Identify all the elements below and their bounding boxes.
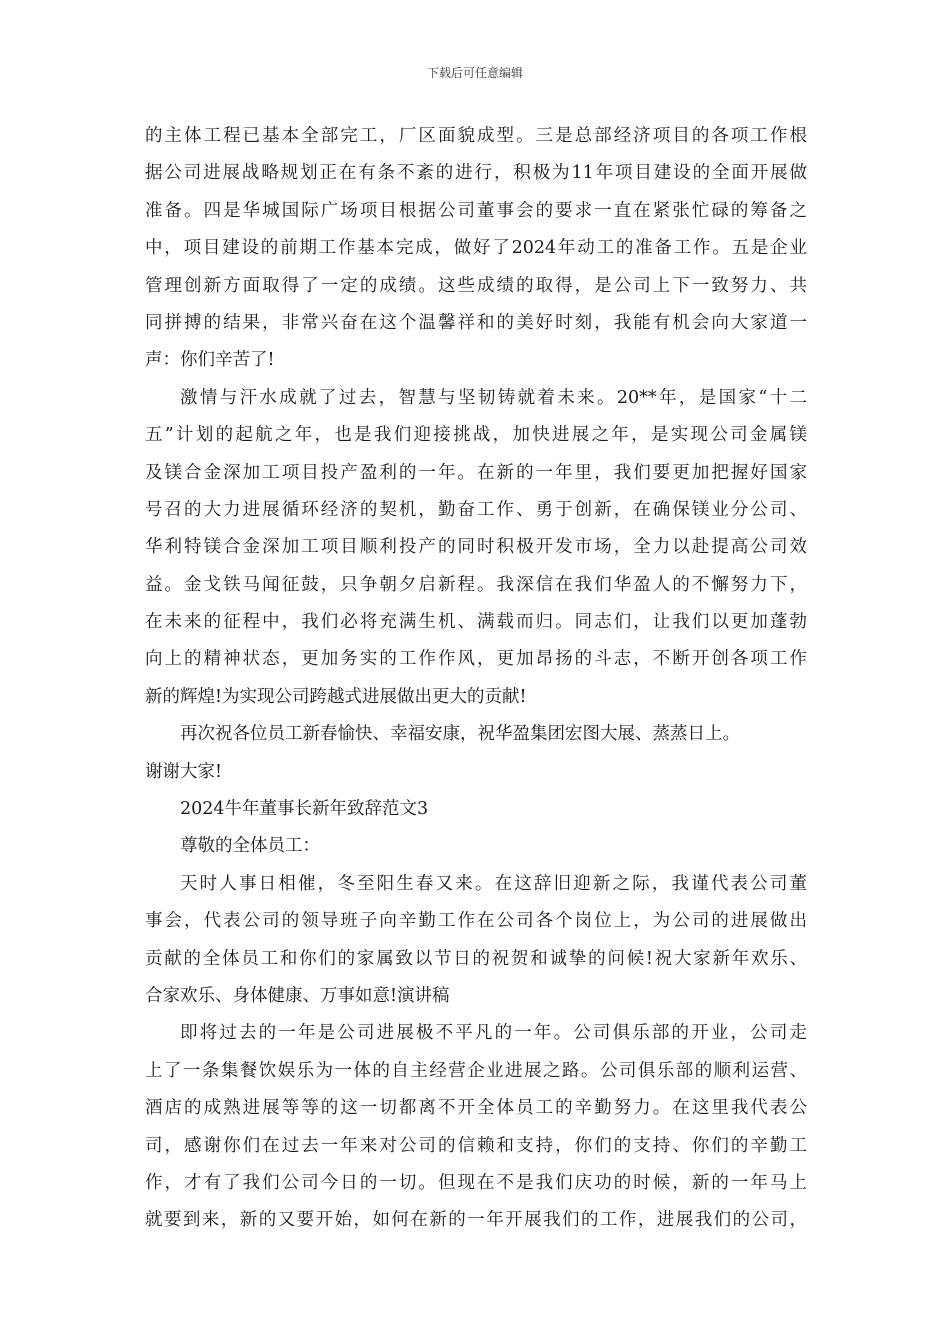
text-line: 益。金戈铁马闻征鼓，只争朝夕启新程。我深信在我们华盈人的不懈努力下， — [145, 574, 807, 595]
page-header: 下载后可任意编辑 — [426, 66, 523, 80]
text-line: 事会，代表公司的领导班子向辛勤工作在公司各个岗位上，为公司的进展做出 — [145, 911, 807, 932]
text-line: 就要到来，新的又要开始，如何在新的一年开展我们的工作，进展我们的公司， — [145, 1210, 807, 1231]
text-line: 准备。四是华城国际广场项目根据公司董事会的要求一直在紧张忙碌的筹备之 — [145, 200, 807, 221]
text-line: 贡献的全体员工和你们的家属致以节日的祝贺和诚挚的问候!祝大家新年欢乐、 — [145, 948, 807, 969]
text-line: 司，感谢你们在过去一年来对公司的信赖和支持，你们的支持、你们的辛勤工 — [145, 1135, 807, 1156]
text-line: 向上的精神状态，更加务实的工作作风，更加昂扬的斗志，不断开创各项工作 — [145, 649, 807, 670]
text-line: 再次祝各位员工新春愉快、幸福安康，祝华盈集团宏图大展、蒸蒸日上。 — [180, 724, 740, 745]
text-line: 天时人事日相催，冬至阳生春又来。在这辞旧迎新之际，我谨代表公司董 — [180, 873, 807, 894]
text-line: 酒店的成熟进展等等的这一切都离不开全体员工的辛勤努力。在这里我代表公 — [145, 1098, 807, 1119]
text-line: 在未来的征程中，我们必将充满生机、满载而归。同志们，让我们以更加蓬勃 — [145, 612, 807, 633]
text-line: 尊敬的全体员工： — [180, 836, 320, 857]
text-line: 上了一条集餐饮娱乐为一体的自主经营企业进展之路。公司俱乐部的顺利运营、 — [145, 1060, 807, 1081]
text-line: 管理创新方面取得了一定的成绩。这些成绩的取得，是公司上下一致努力、共 — [145, 275, 807, 296]
text-line: 华利特镁合金深加工项目顺利投产的同时积极开发市场，全力以赴提高公司效 — [145, 537, 807, 558]
text-line: 据公司进展战略规划正在有条不紊的进行，积极为11年项目建设的全面开展做 — [145, 163, 807, 184]
text-line: 及镁合金深加工项目投产盈利的一年。在新的一年里，我们要更加把握好国家 — [145, 462, 807, 483]
text-line: 即将过去的一年是公司进展极不平凡的一年。公司俱乐部的开业，公司走 — [180, 1023, 807, 1044]
text-line: 的主体工程已基本全部完工，厂区面貌成型。三是总部经济项目的各项工作根 — [145, 126, 807, 146]
text-line: 作，才有了我们公司今日的一切。但现在不是我们庆功的时候，新的一年马上 — [145, 1172, 807, 1193]
document-body — [145, 118, 807, 1240]
text-line: 五”计划的起航之年，也是我们迎接挑战，加快进展之年，是实现公司金属镁 — [145, 425, 807, 446]
text-line: 新的辉煌!为实现公司跨越式进展做出更大的贡献! — [145, 686, 527, 707]
text-line: 谢谢大家! — [145, 761, 223, 782]
text-line: 激情与汗水成就了过去，智慧与坚韧铸就着未来。20**年，是国家“十二 — [180, 387, 807, 408]
text-line: 号召的大力进展循环经济的契机，勤奋工作、勇于创新，在确保镁业分公司、 — [145, 499, 807, 520]
text-line: 同拼搏的结果，非常兴奋在这个温馨祥和的美好时刻，我能有机会向大家道一 — [145, 312, 807, 333]
text-line: 2024牛年董事长新年致辞范文3 — [180, 799, 429, 820]
text-line: 中，项目建设的前期工作基本完成，做好了2024年动工的准备工作。五是企业 — [145, 238, 807, 259]
text-line: 合家欢乐、身体健康、万事如意!演讲稿 — [145, 985, 450, 1006]
text-line: 声：你们辛苦了! — [145, 350, 275, 371]
